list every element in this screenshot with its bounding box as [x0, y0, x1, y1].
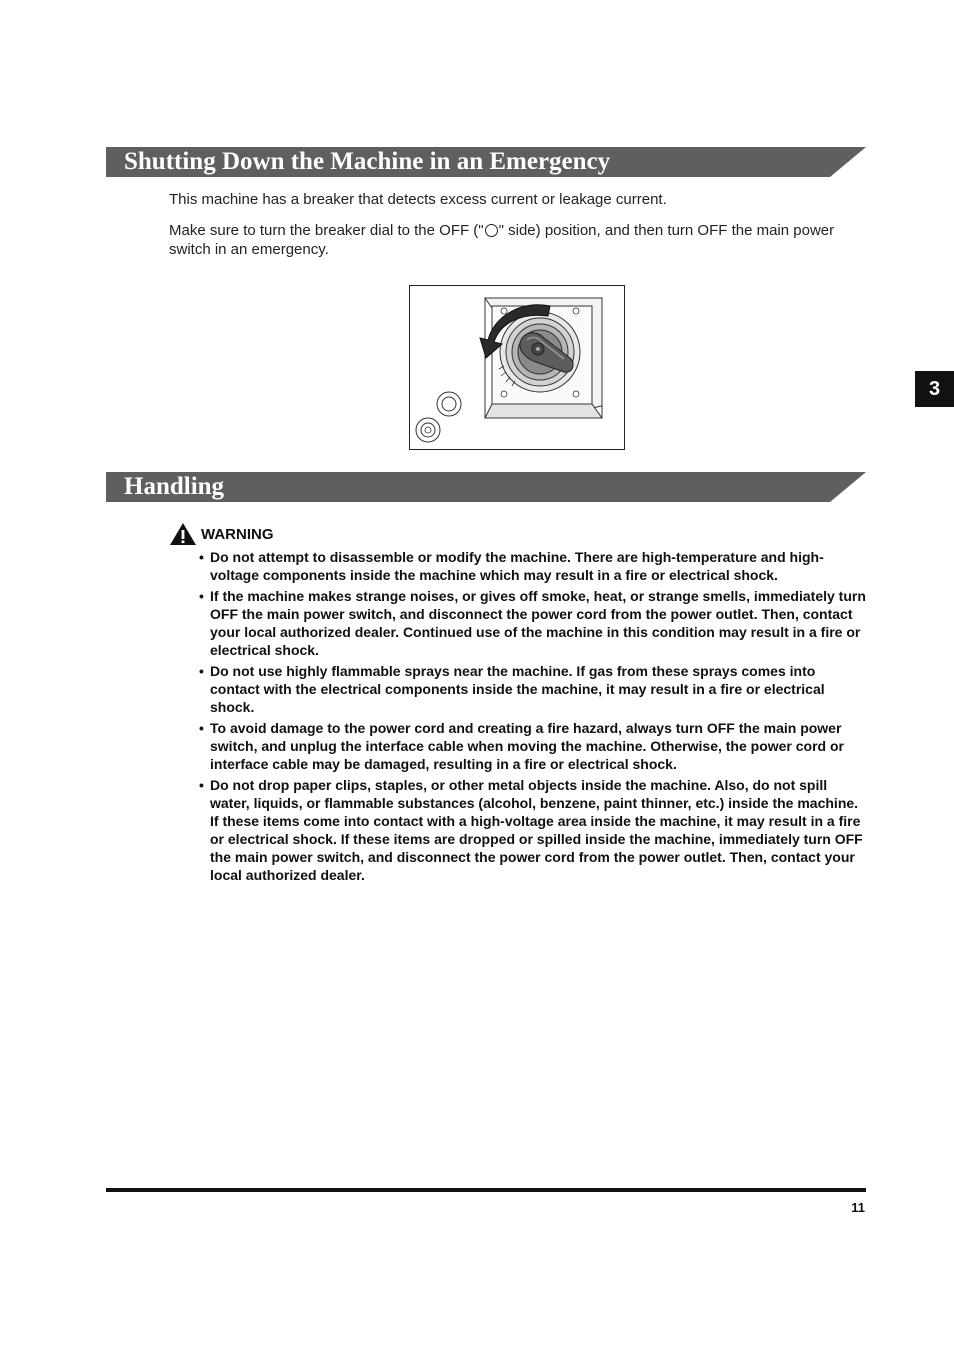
- warning-item-text: If the machine makes strange noises, or gives off smoke, heat, or strange smells, immediately turn OFF the main power switch, and disconnect the power cord from the power outlet. Then, contact your local authorized dealer. Continued use of the machine in this condition may result in a fire or electrical shock.: [210, 588, 866, 658]
- warning-item-text: Do not drop paper clips, staples, or other metal objects inside the machine. Also, do not spill water, liquids, or flammable substances (alcohol, benzene, paint thinner, etc.) inside the machine. If these items come into contact with a high-voltage area inside the machine, it may result in a fire or electrical shock. If these items are dropped or spilled inside the machine, immediately turn OFF the main power switch, and disconnect the power cord from the power outlet. Then, contact your local authorized dealer.: [210, 777, 863, 883]
- footer-rule: [106, 1188, 866, 1192]
- breaker-description: This machine has a breaker that detects excess current or leakage current.: [169, 191, 667, 208]
- warning-item: • Do not use highly flammable sprays near the machine. If gas from these sprays comes into contact with the electrical components inside the machine, it may result in a fire or electrical shock.: [199, 663, 825, 715]
- chapter-tab: 3: [915, 371, 954, 407]
- warning-item: • If the machine makes strange noises, or gives off smoke, heat, or strange smells, immediately turn OFF the main power switch, and disconnect the power cord from the power outlet. Then, contact your local authorized dealer. Continued use of the machine in this condition may result in a fire or electrical shock.: [199, 588, 866, 658]
- warning-triangle-icon: [169, 522, 197, 546]
- section-title-handling: Handling: [124, 473, 225, 500]
- warning-item-text: To avoid damage to the power cord and creating a fire hazard, always turn OFF the main power switch, and unplug the interface cable when moving the machine. Otherwise, the power cord or interface cable may be damaged, resulting in a fire or electrical shock.: [210, 720, 844, 772]
- breaker-dial-illustration: [409, 285, 625, 450]
- page-number: 11: [851, 1200, 865, 1215]
- warning-item-text: Do not use highly flammable sprays near the machine. If gas from these sprays comes into contact with the electrical components inside the machine, it may result in a fire or electrical shock.: [210, 663, 825, 715]
- warning-header: [169, 522, 274, 546]
- warning-item: • Do not attempt to disassemble or modify the machine. There are high-temperature and high-voltage components inside the machine which may result in a fire or electrical shock.: [199, 549, 824, 583]
- instruction-text-end: " side) position, and then turn OFF the main power switch in an emergency.: [169, 222, 835, 258]
- instruction-text-start: Make sure to turn the breaker dial to the OFF (": [169, 222, 484, 239]
- breaker-dial-drawing: [410, 286, 624, 449]
- breaker-instruction: [169, 221, 859, 259]
- warning-list: [199, 548, 867, 887]
- off-circle-icon: [485, 224, 498, 237]
- warning-label: WARNING: [201, 525, 274, 543]
- warning-item-text: Do not attempt to disassemble or modify the machine. There are high-temperature and high-voltage components inside the machine which may result in a fire or electrical shock.: [210, 549, 824, 583]
- section-title-emergency-shutdown: Shutting Down the Machine in an Emergency: [124, 148, 611, 175]
- warning-item: • Do not drop paper clips, staples, or other metal objects inside the machine. Also, do not spill water, liquids, or flammable substances (alcohol, benzene, paint thinner, etc.) inside the machine. If these items come into contact with a high-voltage area inside the machine, it may result in a fire or electrical shock. If these items are dropped or spilled inside the machine, immediately turn OFF the main power switch, and disconnect the power cord from the power outlet. Then, contact your local authorized dealer.: [199, 777, 863, 883]
- warning-item: • To avoid damage to the power cord and creating a fire hazard, always turn OFF the main power switch, and unplug the interface cable when moving the machine. Otherwise, the power cord or interface cable may be damaged, resulting in a fire or electrical shock.: [199, 720, 844, 772]
